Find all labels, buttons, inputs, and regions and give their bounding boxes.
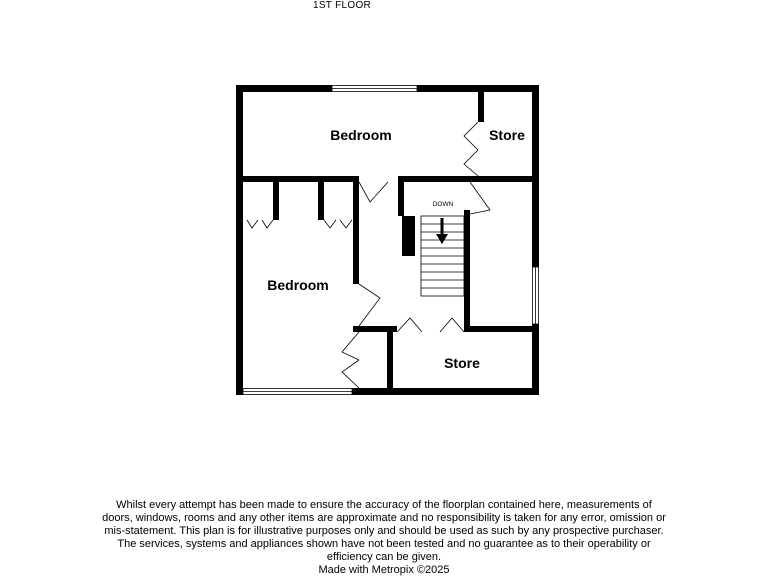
disclaimer: [100, 499, 668, 577]
floor-title: 1ST FLOOR: [312, 0, 372, 11]
door-wardrobe-1: [247, 220, 258, 228]
stairs-label: DOWN: [432, 201, 454, 208]
room-label-bedroom-left: Bedroom: [267, 277, 329, 293]
disclaimer-text: Whilst every attempt has been made to ensure the accuracy of the floorplan contained here, measurements of doors, windows, rooms and any other items are approximate and no responsibility is taken for any error, omission or mis-statement. This plan is for illustrative purposes only and should be used as such by any prospective purchaser. The services, systems and appliances shown have not been tested and no guarantee as to their operability or efficiency can be given.: [102, 499, 666, 563]
room-label-bedroom-top: Bedroom: [330, 127, 392, 143]
door-bedroom-left: [359, 284, 380, 326]
door-bedroom-top: [359, 182, 388, 202]
door-store-bottom: [397, 318, 422, 332]
door-cupboard: [342, 332, 359, 360]
door-store-top: [464, 122, 478, 150]
disclaimer-credit: Made with Metropix ©2025: [318, 564, 450, 576]
room-label-store-bottom: Store: [444, 355, 480, 371]
room-label-store-top: Store: [489, 127, 525, 143]
door-wardrobe-2: [324, 220, 336, 228]
doors: [247, 122, 490, 388]
door-landing: [470, 182, 490, 214]
